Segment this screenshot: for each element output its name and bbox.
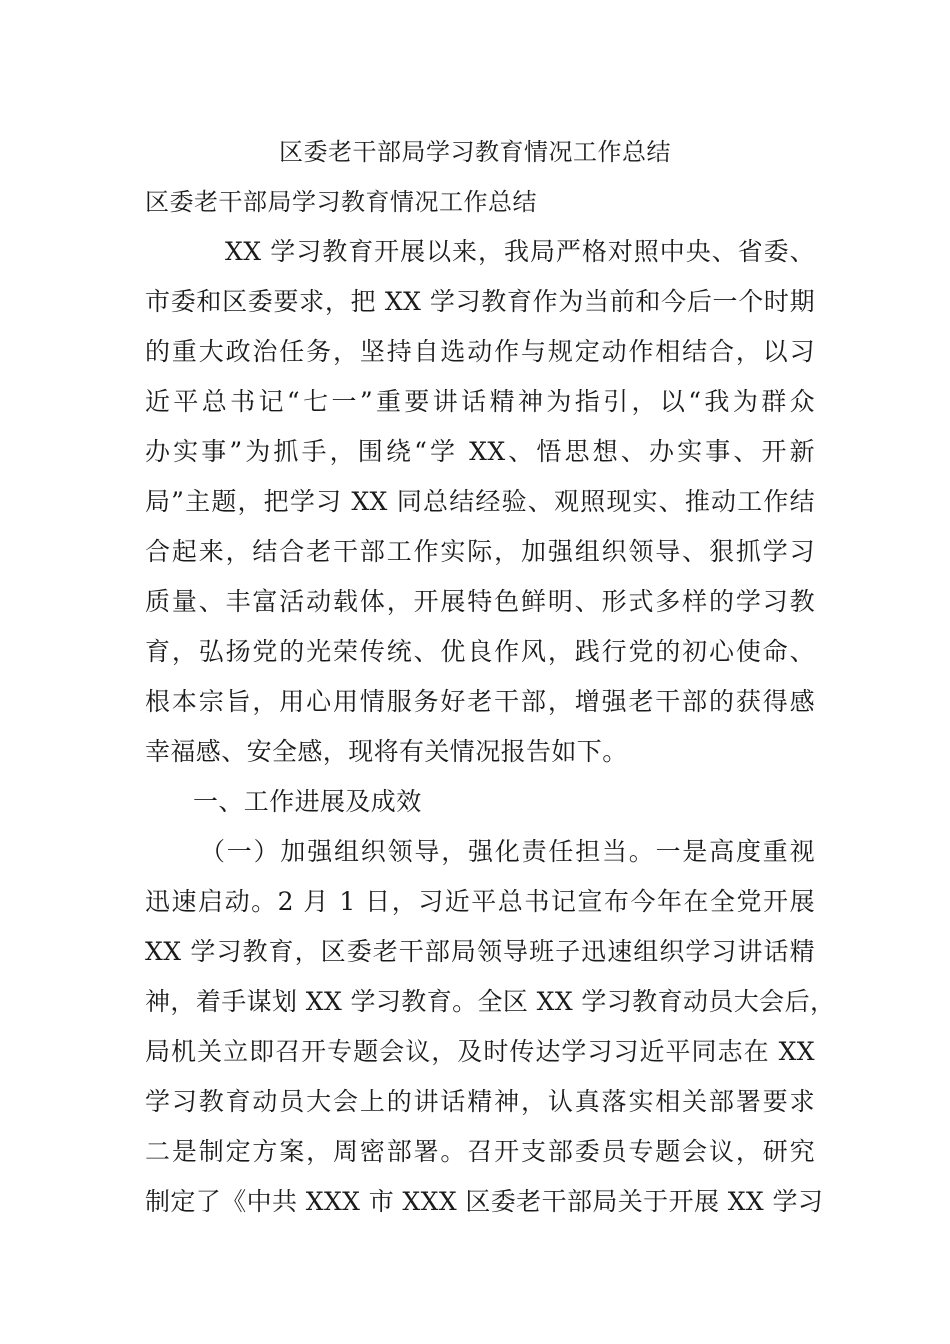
paragraph-line: 育，弘扬党的光荣传统、优良作风，践行党的初心使命、 — [145, 637, 815, 666]
document-heading: 区委老干部局学习教育情况工作总结 — [145, 188, 537, 216]
paragraph-line: 制定了《中共 XXX 市 XXX 区委老干部局关于开展 XX 学习 — [145, 1187, 824, 1216]
paragraph-line: 的重大政治任务，坚持自选动作与规定动作相结合，以习 — [145, 337, 815, 366]
paragraph-line: 市委和区委要求，把 XX 学习教育作为当前和今后一个时期 — [145, 287, 815, 316]
paragraph-line: 办实事”为抓手，围绕“学 XX、悟思想、办实事、开新 — [145, 437, 815, 466]
paragraph-line: 神，着手谋划 XX 学习教育。全区 XX 学习教育动员大会后， — [145, 987, 836, 1016]
paragraph-line: （一）加强组织领导，强化责任担当。一是高度重视 — [200, 837, 815, 866]
section-heading: 一、工作进展及成效 — [193, 787, 422, 816]
paragraph-line: 二是制定方案，周密部署。召开支部委员专题会议，研究 — [145, 1137, 815, 1166]
paragraph-line: 根本宗旨，用心用情服务好老干部，增强老干部的获得感 — [145, 687, 815, 716]
paragraph-line: 近平总书记“七一”重要讲话精神为指引，以“我为群众 — [145, 387, 815, 416]
paragraph-line: 合起来，结合老干部工作实际，加强组织领导、狠抓学习 — [145, 537, 815, 566]
paragraph-line: 局”主题，把学习 XX 同总结经验、观照现实、推动工作结 — [145, 487, 815, 516]
paragraph-line: 学习教育动员大会上的讲话精神，认真落实相关部署要求 — [145, 1087, 815, 1116]
paragraph-line: 迅速启动。2 月 1 日，习近平总书记宣布今年在全党开展 — [145, 887, 815, 916]
paragraph-line: 质量、丰富活动载体，开展特色鲜明、形式多样的学习教 — [145, 587, 815, 616]
paragraph-line: XX 学习教育，区委老干部局领导班子迅速组织学习讲话精 — [145, 937, 815, 966]
document-title: 区委老干部局学习教育情况工作总结 — [279, 138, 671, 166]
paragraph-line: 幸福感、安全感，现将有关情况报告如下。 — [145, 737, 628, 766]
paragraph-line: 局机关立即召开专题会议，及时传达学习习近平同志在 XX — [145, 1037, 815, 1066]
paragraph-line: XX 学习教育开展以来，我局严格对照中央、省委、 — [225, 237, 815, 266]
